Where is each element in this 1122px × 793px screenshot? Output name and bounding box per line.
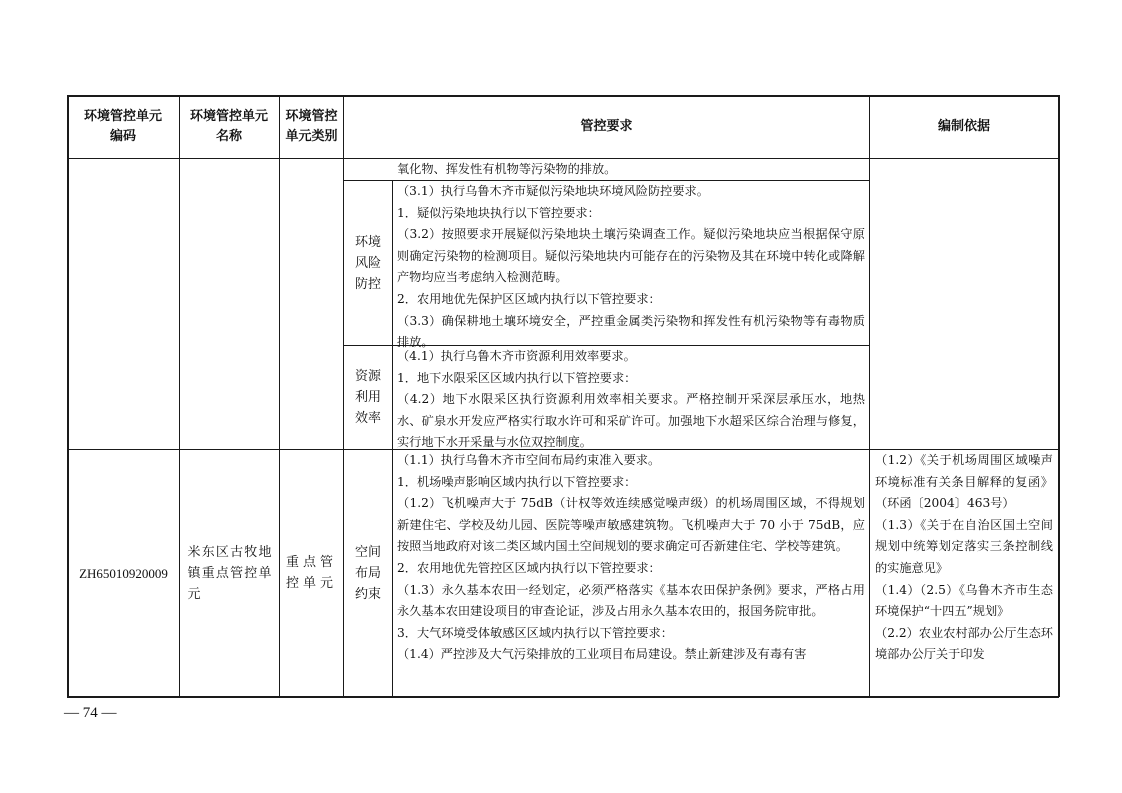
risk-line: （3.1）执行乌鲁木齐市疑似污染地块环境风险防控要求。: [397, 184, 709, 198]
header-basis: 编制依据: [937, 119, 990, 134]
header-category: 环境管控单元类别: [285, 109, 338, 144]
page-number: — 74 —: [64, 705, 117, 721]
risk-control-requirements: [397, 181, 865, 354]
col-divider-5: [869, 95, 870, 697]
unit-code: ZH65010920009: [79, 565, 168, 581]
layout-line: （1.2）飞机噪声大于 75dB（计权等效连续感觉噪声级）的机场周围区域，不得规划新建住宅、学校及幼儿园、医院等噪声敏感建筑物。飞机噪声大于 70 小于 75dB，应按照当地政府对该二类区域内国土空间规划的要求确定可否新建住宅、学校等建筑。: [397, 496, 865, 554]
table-right-border: [1058, 95, 1060, 697]
risk-line: （3.2）按照要求开展疑似污染地块土壤污染调查工作。疑似污染地块应当根据保守原则确定污染物的检测项目。疑似污染地块内可能存在的污染物及其在环境中转化或降解产物均应当考虑纳入检测范畴。: [397, 227, 865, 285]
basis-line: （1.4）（2.5）《乌鲁木齐市生态环境保护“十四五”规划》: [875, 582, 1053, 619]
resource-line: （4.2）地下水限采区执行资源利用效率相关要求。严格控制开采深层承压水，地热水、矿泉水开发应严格实行取水许可和采矿许可。加强地下水超采区综合治理与修复，实行地下水开采量与水位双控制度。: [397, 392, 865, 450]
spatial-layout-label: 空间布局约束: [354, 544, 381, 602]
risk-line: 2．农用地优先保护区区域内执行以下管控要求：: [397, 291, 661, 306]
resource-line: （4.1）执行乌鲁木齐市资源利用效率要求。: [397, 349, 636, 363]
risk-line: （3.3）确保耕地土壤环境安全，严控重金属类污染物和挥发性有机污染物等有毒物质排放。: [397, 313, 865, 350]
header-code: 环境管控单元编码: [83, 109, 162, 144]
col-divider-4: [392, 180, 393, 697]
layout-line: 2．农用地优先管控区区域内执行以下管控要求：: [397, 560, 661, 575]
basis-line: （1.2）《关于机场周围区域噪声环境标准有关条目解释的复函》（环函〔2004〕463号）: [875, 453, 1053, 511]
unit-category: 重点管控单元: [285, 555, 337, 591]
layout-line: 1．机场噪声影响区域内执行以下管控要求：: [397, 474, 637, 489]
layout-line: （1.4）严控涉及大气污染排放的工业项目布局建设。禁止新建涉及有毒有害: [397, 647, 807, 662]
header-name: 环境管控单元名称: [189, 109, 268, 144]
resource-efficiency-label: 资源利用效率: [354, 369, 381, 426]
unit-name: 米东区古牧地镇重点管控单元: [187, 544, 272, 602]
table-bottom-border: [67, 696, 1059, 698]
layout-line: （1.3）永久基本农田一经划定，必须严格落实《基本农田保护条例》要求，严格占用永久基本农田建设项目的审查论证，涉及占用永久基本农田的，报国务院审批。: [397, 582, 865, 619]
spatial-layout-requirements: [397, 450, 865, 666]
layout-line: 3．大气环境受体敏感区区域内执行以下管控要求：: [397, 625, 673, 640]
layout-line: （1.1）执行乌鲁木齐市空间布局约束准入要求。: [397, 453, 661, 467]
basis-list: [875, 450, 1053, 695]
continuation-text: 氧化物、挥发性有机物等污染物的排放。: [397, 162, 617, 176]
basis-line: （2.2）农业农村部办公厅生态环境部办公厅关于印发: [875, 625, 1053, 662]
basis-line: （1.3）《关于在自治区国土空间规划中统筹划定落实三条控制线的实施意见》: [875, 517, 1053, 575]
risk-control-label: 环境风险防控: [354, 234, 381, 292]
resource-line: 1．地下水限采区区域内执行以下管控要求：: [397, 370, 637, 385]
risk-line: 1．疑似污染地块执行以下管控要求：: [397, 205, 600, 220]
resource-efficiency-requirements: [397, 346, 865, 454]
header-requirements: 管控要求: [580, 119, 633, 134]
